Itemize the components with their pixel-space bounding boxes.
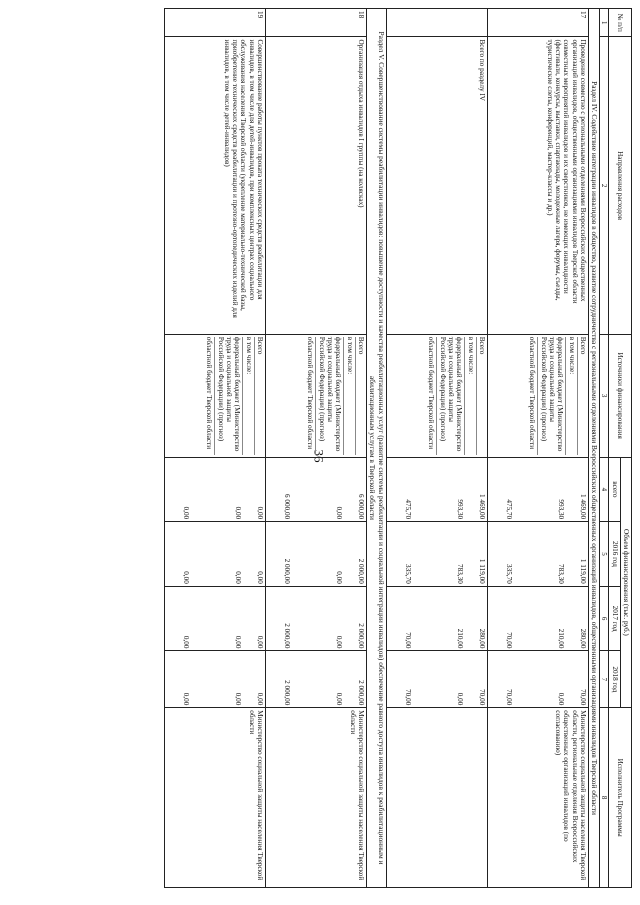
value-y2017: 70,00	[403, 632, 412, 649]
row-executor	[386, 708, 487, 888]
row-number: 18	[265, 9, 366, 37]
value-y2018: 70,00	[504, 689, 513, 706]
header-direction: Направления расходов	[609, 37, 632, 334]
value-y2016	[465, 524, 475, 584]
table-row	[265, 9, 366, 888]
row-total	[265, 457, 366, 522]
value-total: 6 000,00	[282, 494, 291, 520]
header-executor: Исполнитель Программы	[609, 708, 632, 888]
value-y2017	[465, 589, 475, 649]
value-y2016: 0,00	[233, 571, 242, 584]
value-y2018: 0,00	[233, 692, 242, 706]
value-total	[566, 460, 576, 520]
source-line: федеральный бюджет (Министерство труда и социальной защиты Российской Федерации) (прогноз)	[436, 337, 463, 455]
value-y2016	[344, 524, 354, 584]
value-total: 1 469,00	[477, 494, 486, 520]
source-line: в том числе:	[343, 337, 353, 455]
value-total: 0,00	[334, 506, 343, 520]
row-sources	[487, 334, 588, 457]
row-y2018	[386, 651, 487, 708]
source-line: Всего	[476, 337, 486, 455]
value-y2018: 70,00	[403, 689, 412, 706]
row-y2016	[265, 522, 366, 587]
header-total: всего	[609, 457, 620, 522]
value-total	[344, 460, 354, 520]
value-y2018: 0,00	[255, 692, 264, 706]
value-y2018	[243, 653, 253, 705]
source-line: в том числе:	[565, 337, 575, 455]
idx-2: 2	[600, 37, 609, 334]
value-total: 475,70	[403, 499, 412, 520]
row-y2017	[265, 586, 366, 651]
value-y2016	[243, 524, 253, 584]
value-y2018: 0,00	[556, 692, 565, 706]
idx-8: 8	[600, 708, 609, 888]
value-y2018: 0,00	[455, 692, 464, 706]
row-y2017	[487, 586, 588, 651]
row-y2018	[164, 651, 265, 708]
row-sources	[265, 334, 366, 457]
value-total: 0,00	[255, 506, 264, 520]
value-y2018: 2 000,00	[356, 680, 365, 706]
value-y2018	[465, 653, 475, 705]
section-4-title: Раздел IV. Содействие интеграции инвалидов в общество, развитие сотрудничества с региональными отделениями Всероссийских общественных организаций инвалидов, общественными организациями инвалидов Тверской области	[588, 9, 600, 888]
source-line: в том числе:	[242, 337, 252, 455]
header-volume: Объем финансирования (тыс. руб.)	[620, 457, 631, 708]
row-y2016	[386, 522, 487, 587]
page-number: 36	[311, 449, 327, 463]
source-line: федеральный бюджет (Министерство труда и социальной защиты Российской Федерации) (прогноз)	[214, 337, 241, 455]
value-y2016: 0,00	[255, 571, 264, 584]
value-y2017	[566, 589, 576, 649]
row-executor: Министерство социальной защиты населения Тверской области, региональные отделения Всероссийских общественных организаций инвалидов (по согласованию)	[487, 708, 588, 888]
value-y2016: 783,30	[556, 564, 565, 584]
row-sources	[386, 334, 487, 457]
value-total: 1 469,00	[578, 494, 587, 520]
value-total: 475,70	[504, 499, 513, 520]
value-y2018: 70,00	[578, 689, 587, 706]
value-y2017: 280,00	[578, 628, 587, 649]
row-y2017	[164, 586, 265, 651]
value-y2016: 1 119,00	[578, 558, 587, 584]
source-line: областной бюджет Тверской области	[528, 336, 537, 450]
value-y2016: 1 119,00	[477, 558, 486, 584]
value-y2017: 2 000,00	[356, 623, 365, 649]
value-total	[465, 460, 475, 520]
table-row	[164, 9, 265, 888]
value-y2017: 210,00	[556, 628, 565, 649]
table-row	[386, 9, 487, 888]
source-line: Всего	[355, 337, 365, 455]
value-y2016: 0,00	[181, 571, 190, 584]
row-y2018	[265, 651, 366, 708]
value-y2018: 0,00	[334, 692, 343, 706]
value-y2017	[344, 589, 354, 649]
row-number: 17	[487, 9, 588, 37]
row-direction: Организация отдыха инвалидов I группы (на колясках)	[265, 37, 366, 334]
source-line: Всего	[254, 337, 264, 455]
source-line: федеральный бюджет (Министерство труда и социальной защиты Российской Федерации) (прогноз)	[315, 337, 342, 455]
table-row	[487, 9, 588, 888]
value-y2018: 0,00	[181, 692, 190, 706]
value-y2018	[344, 653, 354, 705]
value-y2017: 2 000,00	[282, 623, 291, 649]
value-y2017: 210,00	[455, 628, 464, 649]
header-2018: 2018 год	[609, 651, 620, 708]
row-direction: Проведение совместно с региональными отделениями Всероссийских общественных организаций инвалидов, общественными организациями инвалидов Тверской области совместных мероприятий инвалидов и их сверстников, не имеющих инвалидности (фестивали, конкурсы, выставки, спартакиады, молодежные лагеря, форумы, съезды, туристические слеты, конференций, мастер-классы и др.)	[487, 37, 588, 334]
value-y2017: 0,00	[334, 635, 343, 649]
source-line: областной бюджет Тверской области	[306, 336, 315, 450]
row-number	[386, 9, 487, 37]
row-y2017	[386, 586, 487, 651]
row-total	[386, 457, 487, 522]
value-y2016: 335,70	[504, 564, 513, 584]
idx-6: 6	[600, 586, 609, 651]
source-line: в том числе:	[464, 337, 474, 455]
financing-table	[164, 8, 632, 888]
row-y2016	[164, 522, 265, 587]
value-total: 0,00	[181, 506, 190, 520]
value-y2016: 2 000,00	[282, 558, 291, 584]
row-total	[487, 457, 588, 522]
header-no: № п/п	[609, 9, 632, 37]
value-y2018: 2 000,00	[282, 680, 291, 706]
row-y2018	[487, 651, 588, 708]
source-line: федеральный бюджет (Министерство труда и социальной защиты Российской Федерации) (прогноз)	[537, 337, 564, 455]
value-y2018	[566, 653, 576, 705]
value-total: 0,00	[233, 506, 242, 520]
value-y2017	[243, 589, 253, 649]
header-source: Источники финансирования	[609, 334, 632, 457]
row-executor: Министерство социальной защиты населения Тверской области	[164, 708, 265, 888]
value-y2016: 2 000,00	[356, 558, 365, 584]
value-y2016: 0,00	[334, 571, 343, 584]
idx-4: 4	[600, 457, 609, 522]
source-line: областной бюджет Тверской области	[427, 336, 436, 450]
value-y2016: 335,70	[403, 564, 412, 584]
source-line: областной бюджет Тверской области	[205, 336, 214, 450]
value-total: 993,30	[556, 499, 565, 520]
value-y2017: 0,00	[233, 635, 242, 649]
idx-7: 7	[600, 651, 609, 708]
header-2016: 2016 год	[609, 522, 620, 587]
value-total	[243, 460, 253, 520]
row-executor: Министерство социальной защиты населения Тверской области	[265, 708, 366, 888]
row-direction: Всего по разделу IV	[386, 37, 487, 334]
row-y2016	[487, 522, 588, 587]
value-y2017: 280,00	[477, 628, 486, 649]
value-y2017: 0,00	[181, 635, 190, 649]
row-number: 19	[164, 9, 265, 37]
value-y2018: 70,00	[477, 689, 486, 706]
value-total: 993,30	[455, 499, 464, 520]
rotated-sheet	[92, 8, 632, 888]
idx-5: 5	[600, 522, 609, 587]
value-y2016: 783,30	[455, 564, 464, 584]
idx-1: 1	[600, 9, 609, 37]
value-y2016	[566, 524, 576, 584]
value-total: 6 000,00	[356, 494, 365, 520]
value-y2017: 0,00	[255, 635, 264, 649]
section-5-title: Раздел V. Совершенствование системы реабилитации инвалидов: повышение доступности и качества реабилитационных услуг (развитие системы реабилитации и социальной интеграции инвалидов) обеспечение равного доступа инвалидов к реабилитационным и абилитационным услугам в Тверской области	[366, 9, 386, 888]
value-y2017: 70,00	[504, 632, 513, 649]
row-sources	[164, 334, 265, 457]
source-line: Всего	[577, 337, 587, 455]
row-direction: Совершенствование работы пунктов проката технических средств реабилитации для инвалидов, в том числе для детей-инвалидов, при комплексных центрах социального обслуживания населения Тверской области (укрепление материально-технической базы, приобретение технических средств реабилитации и протезно-ортопедических изделий для инвалидов, в том числе детей-инвалидов)	[164, 37, 265, 334]
idx-3: 3	[600, 334, 609, 457]
row-total	[164, 457, 265, 522]
header-2017: 2017 год	[609, 586, 620, 651]
